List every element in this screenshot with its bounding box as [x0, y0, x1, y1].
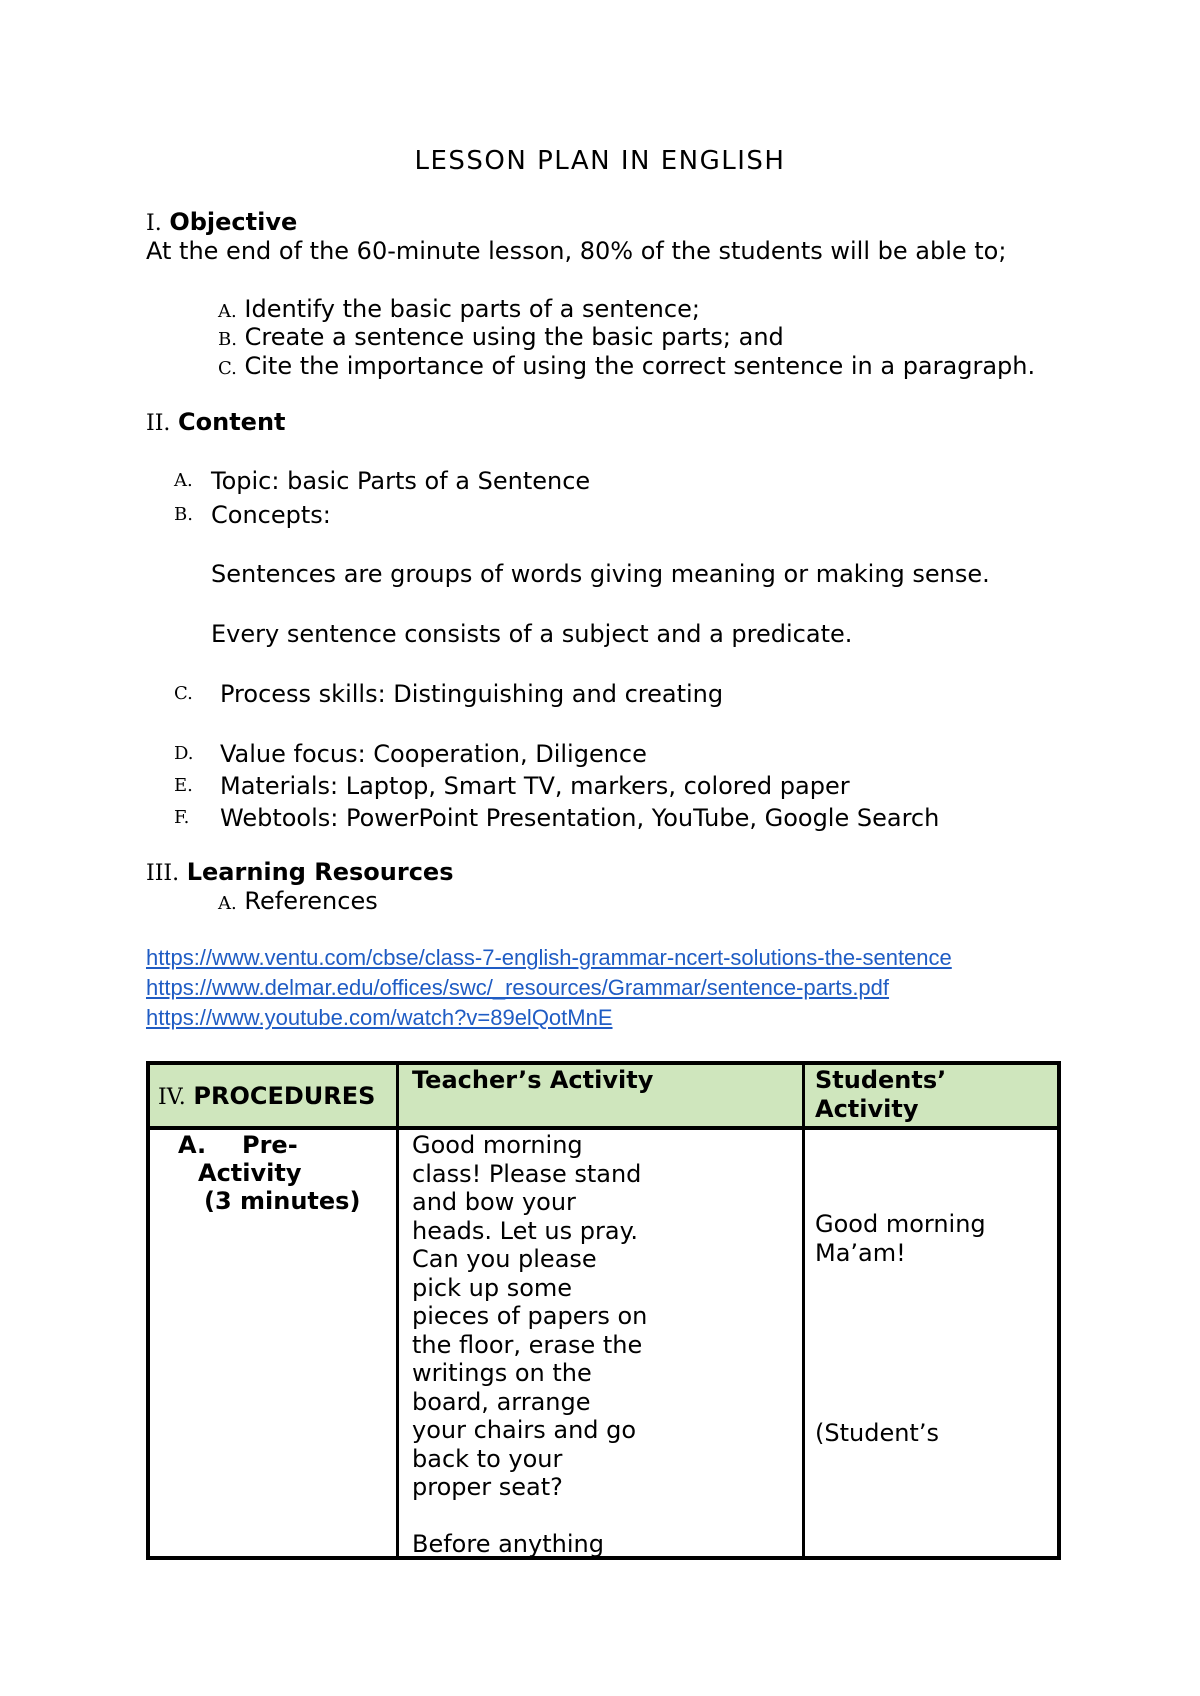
header-procedures-numeral: IV.: [158, 1085, 186, 1110]
teacher-line: proper seat?: [412, 1473, 563, 1501]
row-pre-activity-label-2: Activity: [198, 1159, 302, 1187]
row-pre-activity-duration: (3 minutes): [204, 1187, 361, 1215]
teacher-line: Before anything: [412, 1530, 604, 1558]
resources-title: Learning Resources: [186, 858, 454, 886]
content-webtools: Webtools: PowerPoint Presentation, YouTube, Google Search: [220, 804, 940, 832]
header-students-activity-line2: Activity: [815, 1095, 919, 1123]
content-topic-letter: A.: [174, 470, 193, 491]
row-pre-activity-label-1: Pre-: [242, 1131, 298, 1159]
teacher-line: the floor, erase the: [412, 1330, 643, 1359]
student-response-line: Ma’am!: [815, 1239, 906, 1267]
content-materials: Materials: Laptop, Smart TV, markers, colored paper: [220, 772, 850, 800]
content-heading: [146, 407, 286, 439]
concept-2: Every sentence consists of a subject and a predicate.: [211, 620, 853, 648]
content-topic: Topic: basic Parts of a Sentence: [211, 467, 591, 495]
resources-references-letter: A.: [218, 893, 237, 914]
student-response-line: Good morning: [815, 1210, 986, 1238]
content-concepts-letter: B.: [174, 504, 193, 525]
resources-numeral: III.: [146, 861, 180, 886]
teacher-line: class! Please stand: [412, 1159, 642, 1188]
content-title: Content: [178, 408, 286, 436]
student-response-line: (Student’s: [815, 1419, 939, 1447]
table-divider-2: [802, 1065, 805, 1556]
objective-item-a-text: Identify the basic parts of a sentence;: [244, 295, 700, 323]
content-value: Value focus: Cooperation, Diligence: [220, 740, 647, 768]
resources-heading: [146, 857, 454, 889]
header-teacher-activity: Teacher’s Activity: [412, 1066, 654, 1094]
objective-item-b-text: Create a sentence using the basic parts; and: [244, 323, 784, 351]
objective-item-c-letter: C.: [218, 358, 237, 379]
teacher-line: board, arrange: [412, 1387, 591, 1416]
objective-item-a-letter: A.: [218, 301, 237, 322]
content-skills-letter: C.: [174, 683, 193, 704]
objective-title: Objective: [169, 208, 298, 236]
header-students-activity-line1: Students’: [815, 1066, 947, 1094]
objective-intro: At the end of the 60-minute lesson, 80% of the students will be able to;: [146, 237, 1007, 265]
content-webtools-letter: F.: [174, 807, 190, 828]
content-materials-letter: E.: [174, 775, 193, 796]
content-concepts: Concepts:: [211, 501, 331, 529]
objective-numeral: I.: [146, 211, 162, 236]
teacher-line: Good morning: [412, 1131, 583, 1159]
content-value-letter: D.: [174, 743, 194, 764]
concept-1: Sentences are groups of words giving meaning or making sense.: [211, 560, 990, 588]
reference-link-youtube[interactable]: https://www.youtube.com/watch?v=89elQotMnE: [146, 1005, 613, 1030]
row-pre-activity-letter: A.: [178, 1131, 207, 1159]
objective-item-c: [218, 351, 1035, 384]
teacher-line: and bow your: [412, 1188, 576, 1216]
teacher-line: writings on the: [412, 1359, 592, 1387]
objective-item-b-letter: B.: [218, 329, 237, 350]
header-procedures-label: PROCEDURES: [193, 1082, 376, 1110]
procedures-table: [146, 1061, 1061, 1560]
reference-link-ventu[interactable]: https://www.ventu.com/cbse/class-7-english-grammar-ncert-solutions-the-sentence: [146, 945, 952, 970]
table-divider-1: [396, 1065, 399, 1556]
page-title: LESSON PLAN IN ENGLISH: [414, 146, 786, 176]
reference-link-delmar[interactable]: https://www.delmar.edu/offices/swc/_resources/Grammar/sentence-parts.pdf: [146, 975, 890, 1000]
resources-references: [218, 886, 378, 919]
resources-references-text: References: [244, 887, 378, 915]
teacher-line: your chairs and go: [412, 1416, 637, 1444]
teacher-line: pick up some: [412, 1273, 573, 1302]
content-skills: Process skills: Distinguishing and creating: [220, 680, 724, 708]
teacher-line: Can you please: [412, 1245, 597, 1273]
header-procedures: [158, 1082, 375, 1113]
objective-heading: [146, 207, 297, 239]
teacher-line: pieces of papers on: [412, 1302, 648, 1330]
teacher-line: back to your: [412, 1444, 563, 1473]
content-numeral: II.: [146, 411, 171, 436]
objective-item-c-text: Cite the importance of using the correct sentence in a paragraph.: [244, 352, 1036, 380]
teacher-line: heads. Let us pray.: [412, 1216, 638, 1245]
